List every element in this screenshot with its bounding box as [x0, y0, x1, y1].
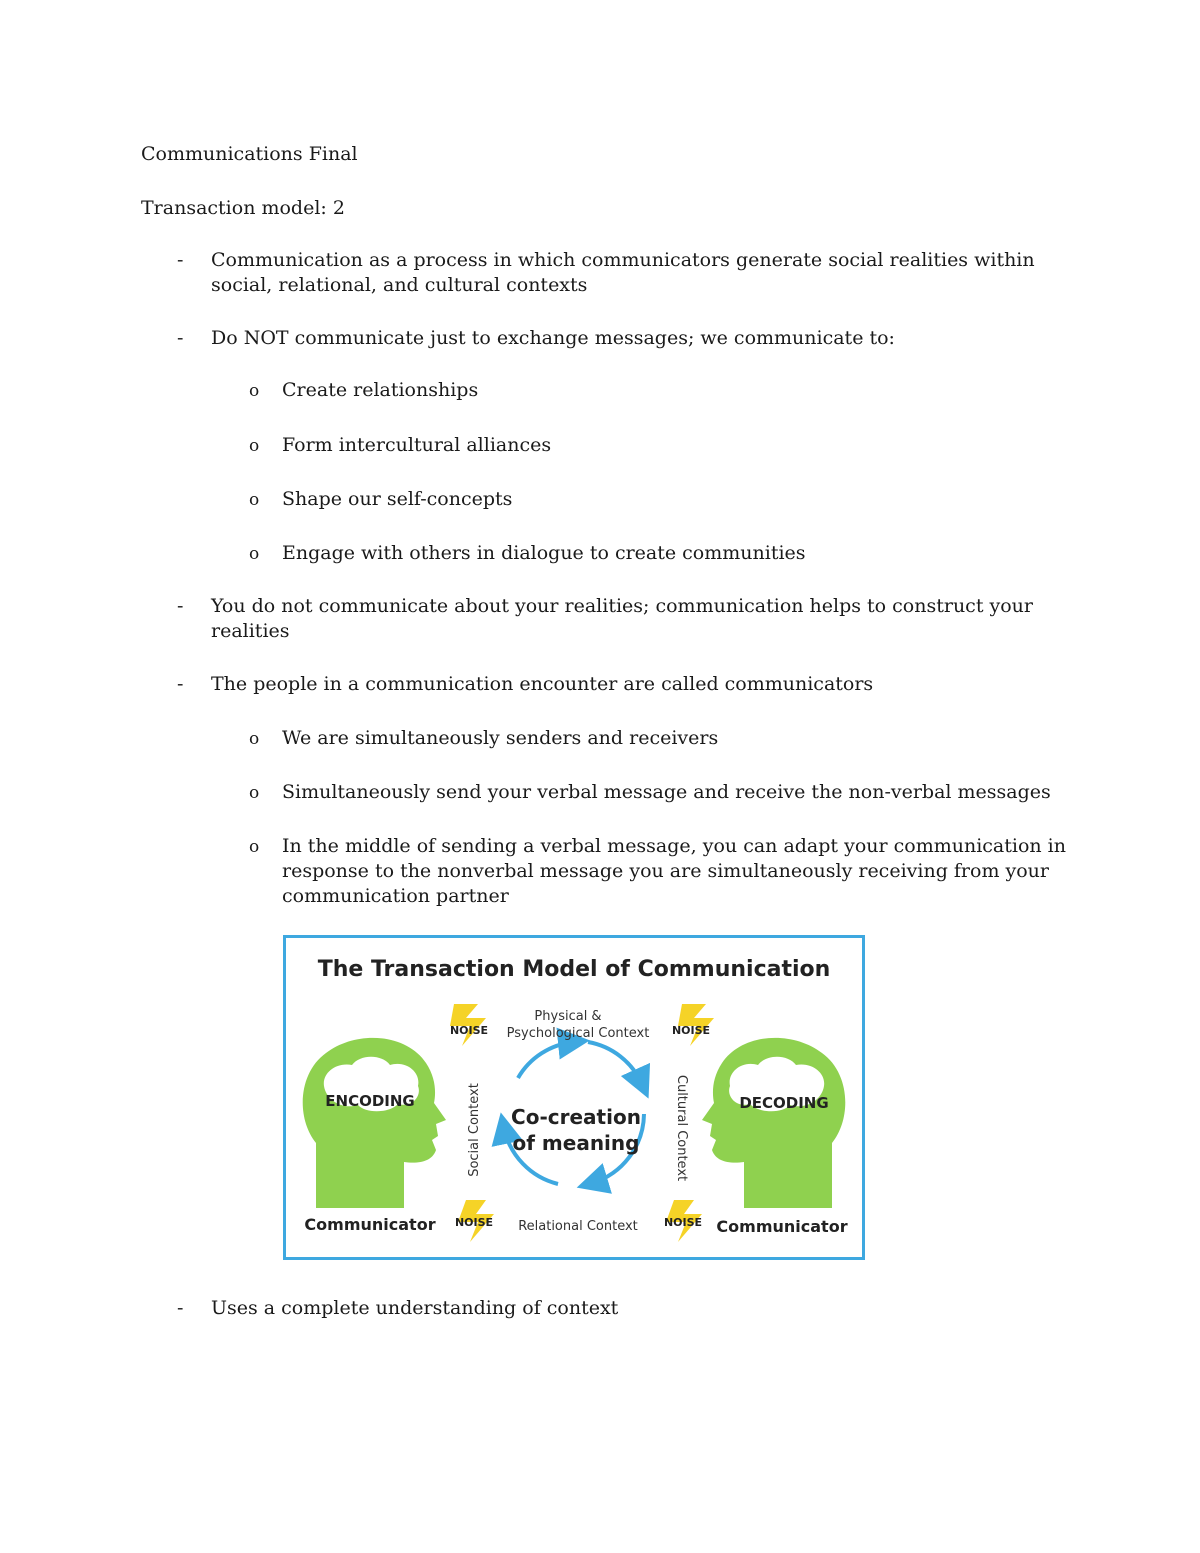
bullet-4-line-1: The people in a communication encounter are called communicators [211, 673, 874, 695]
sub-item-intercultural: Form intercultural alliances [282, 434, 552, 456]
noise-label-top-left: NOISE [449, 1024, 489, 1037]
sub-item-adapt-line-1: In the middle of sending a verbal message, you can adapt your communication in [282, 835, 1067, 857]
bullet-1-line-2: social, relational, and cultural contexts [211, 274, 588, 296]
right-context-label: Cultural Context [674, 1074, 689, 1182]
transaction-model-diagram [286, 938, 862, 1257]
bullet-5-line-1: Uses a complete understanding of context [211, 1297, 619, 1319]
sub-bullet-marker: o [249, 837, 260, 857]
section-heading: Transaction model: 2 [141, 197, 345, 219]
center-line-1: Co-creation [511, 1105, 641, 1129]
dash-marker: - [177, 595, 184, 617]
bullet-2-line-1: Do NOT communicate just to exchange messages; we communicate to: [211, 327, 895, 349]
dash-marker: - [177, 673, 184, 695]
bullet-1-line-1: Communication as a process in which communicators generate social realities within [211, 249, 1035, 271]
encoding-label: ENCODING [325, 1092, 415, 1110]
dash-marker: - [177, 327, 184, 349]
sub-item-self-concepts: Shape our self-concepts [282, 488, 513, 510]
right-communicator-caption: Communicator [716, 1217, 848, 1236]
sub-bullet-marker: o [249, 729, 260, 749]
sub-item-adapt-line-3: communication partner [282, 885, 509, 907]
top-context-line-2: Psychological Context [506, 1026, 650, 1041]
center-line-2: of meaning [512, 1131, 640, 1155]
dash-marker: - [177, 249, 184, 271]
bullet-3-line-2: realities [211, 620, 290, 642]
dash-marker: - [177, 1297, 184, 1319]
left-context-label: Social Context [467, 1083, 482, 1177]
sub-bullet-marker: o [249, 436, 260, 456]
right-head-icon [702, 1038, 845, 1208]
sub-item-senders-receivers: We are simultaneously senders and receivers [282, 727, 719, 749]
bullet-3-line-1: You do not communicate about your realities; communication helps to construct your [211, 595, 1033, 617]
sub-bullet-marker: o [249, 490, 260, 510]
top-context-line-1: Physical & [534, 1009, 602, 1024]
sub-item-create-relationships: Create relationships [282, 379, 479, 401]
sub-item-verbal-nonverbal: Simultaneously send your verbal message and receive the non-verbal messages [282, 781, 1051, 803]
sub-bullet-marker: o [249, 381, 260, 401]
left-head-icon [303, 1038, 446, 1208]
figure-title: The Transaction Model of Communication [317, 957, 831, 982]
bottom-context-label: Relational Context [518, 1219, 638, 1234]
document-title: Communications Final [141, 143, 358, 165]
noise-label-bottom-right: NOISE [663, 1216, 703, 1229]
noise-label-top-right: NOISE [671, 1024, 711, 1037]
noise-label-bottom-left: NOISE [454, 1216, 494, 1229]
left-communicator-caption: Communicator [304, 1215, 436, 1234]
sub-item-adapt-line-2: response to the nonverbal message you are simultaneously receiving from your [282, 860, 1049, 882]
sub-item-communities: Engage with others in dialogue to create communities [282, 542, 806, 564]
sub-bullet-marker: o [249, 783, 260, 803]
transaction-model-figure [283, 935, 865, 1260]
sub-bullet-marker: o [249, 544, 260, 564]
decoding-label: DECODING [739, 1094, 829, 1112]
